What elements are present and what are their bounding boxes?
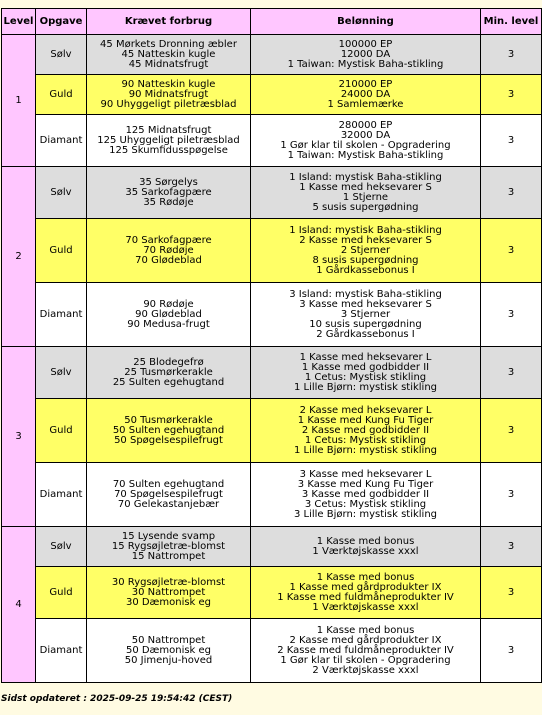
belonning-line: 12000 DA	[340, 48, 391, 60]
min-level-cell: 3	[481, 115, 542, 167]
opgave-cell: Guld	[36, 75, 87, 115]
belonning-line: 2 Værktøjskasse xxxl	[312, 664, 419, 676]
forbrug-line: 90 Rødøje	[143, 298, 194, 310]
belonning-line: 1 Kasse med bonus	[316, 535, 415, 547]
belonning-line: 1 Island: mystisk Baha-stikling	[289, 171, 442, 183]
opgave-cell: Sølv	[36, 167, 87, 219]
forbrug-line: 50 Dæmonisk eg	[125, 644, 212, 656]
belonning-line: 280000 EP	[338, 119, 393, 131]
belonning-line: 24000 DA	[340, 88, 391, 100]
belonning-line: 2 Kasse med gårdprodukter IX	[289, 634, 442, 646]
forbrug-line: 30 Dæmonisk eg	[125, 596, 212, 608]
header-row	[2, 9, 542, 35]
belonning-line: 2 Kasse med fuldmåneprodukter IV	[277, 644, 454, 656]
belonning-line: 1 Kasse med bonus	[316, 571, 415, 583]
min-level-cell: 3	[481, 527, 542, 567]
table-row	[2, 399, 542, 463]
min-level-cell: 3	[481, 463, 542, 527]
opgave-cell: Sølv	[36, 35, 87, 75]
belonning-line: 1 Kasse med bonus	[316, 624, 415, 636]
forbrug-line: 35 Sørgelys	[139, 176, 198, 188]
opgave-cell: Guld	[36, 219, 87, 283]
forbrug-line: 30 Rygsøjletræ-blomst	[111, 576, 226, 588]
table-row	[2, 115, 542, 167]
forbrug-line: 70 Sarkofagpære	[125, 234, 212, 246]
belonning-line: 32000 DA	[340, 129, 391, 141]
belonning-cell	[251, 167, 481, 219]
min-level-cell: 3	[481, 219, 542, 283]
forbrug-line: 45 Midnatsfrugt	[128, 58, 209, 70]
table-row	[2, 347, 542, 399]
belonning-line: 1 Kasse med heksevarer S	[299, 181, 432, 193]
belonning-line: 1 Cetus: Mystisk stikling	[304, 371, 427, 383]
belonning-line: 1 Gør klar til skolen - Opgradering	[280, 654, 451, 666]
forbrug-line: 70 Spøgelsespilefrugt	[114, 488, 223, 500]
forbrug-line: 70 Rødøje	[143, 244, 194, 256]
belonning-line: 1 Værktøjskasse xxxl	[312, 601, 419, 613]
forbrug-line: 50 Sulten egehugtand	[112, 424, 225, 436]
belonning-line: 3 Island: mystisk Baha-stikling	[289, 288, 442, 300]
forbrug-cell	[87, 115, 251, 167]
min-level-cell: 3	[481, 283, 542, 347]
forbrug-line: 70 Gelekastanjebær	[117, 498, 220, 510]
belonning-line: 3 Kasse med Kung Fu Tiger	[297, 478, 434, 490]
min-level-cell: 3	[481, 75, 542, 115]
forbrug-line: 45 Natteskin kugle	[121, 48, 216, 60]
header-belonning: Belønning	[251, 9, 481, 35]
forbrug-line: 25 Sulten egehugtand	[112, 376, 225, 388]
table-row	[2, 75, 542, 115]
belonning-cell	[251, 115, 481, 167]
forbrug-cell	[87, 347, 251, 399]
forbrug-cell	[87, 219, 251, 283]
belonning-line: 3 Kasse med heksevarer L	[299, 468, 432, 480]
belonning-line: 3 Kasse med godbidder II	[301, 488, 430, 500]
forbrug-cell	[87, 35, 251, 75]
belonning-line: 2 Kasse med heksevarer S	[299, 234, 432, 246]
forbrug-line: 50 Spøgelsespilefrugt	[114, 434, 223, 446]
forbrug-line: 35 Sarkofagpære	[125, 186, 212, 198]
belonning-line: 1 Gårdkassebonus I	[316, 264, 415, 276]
belonning-line: 2 Gårdkassebonus I	[316, 328, 415, 340]
belonning-cell	[251, 75, 481, 115]
belonning-cell	[251, 567, 481, 619]
belonning-line: 1 Kasse med heksevarer L	[299, 351, 432, 363]
belonning-line: 1 Stjerne	[342, 191, 389, 203]
header-forbrug: Krævet forbrug	[87, 9, 251, 35]
opgave-cell: Guld	[36, 567, 87, 619]
forbrug-line: 50 Nattrompet	[131, 634, 206, 646]
belonning-line: 1 Kasse med godbidder II	[301, 361, 430, 373]
opgave-cell: Diamant	[36, 619, 87, 683]
forbrug-cell	[87, 567, 251, 619]
forbrug-line: 45 Mørkets Dronning æbler	[100, 38, 237, 50]
forbrug-line: 125 Midnatsfrugt	[125, 124, 212, 136]
forbrug-line: 70 Glødeblad	[135, 254, 202, 266]
forbrug-line: 15 Lysende svamp	[121, 530, 216, 542]
forbrug-line: 30 Nattrompet	[131, 586, 206, 598]
table-row	[2, 283, 542, 347]
forbrug-line: 90 Midnatsfrugt	[128, 88, 209, 100]
belonning-line: 3 Stjerner	[340, 308, 391, 320]
opgave-cell: Diamant	[36, 463, 87, 527]
opgave-cell: Guld	[36, 399, 87, 463]
belonning-line: 3 Kasse med heksevarer S	[299, 298, 432, 310]
table-row	[2, 463, 542, 527]
forbrug-cell	[87, 619, 251, 683]
belonning-cell	[251, 527, 481, 567]
min-level-cell: 3	[481, 619, 542, 683]
forbrug-line: 15 Nattrompet	[131, 550, 206, 562]
opgave-cell: Diamant	[36, 115, 87, 167]
table-row	[2, 527, 542, 567]
level-cell: 1	[2, 35, 36, 167]
forbrug-line: 90 Medusa-frugt	[127, 318, 210, 330]
belonning-line: 1 Kasse med fuldmåneprodukter IV	[277, 591, 454, 603]
belonning-line: 5 susis supergødning	[312, 201, 419, 213]
belonning-line: 2 Kasse med godbidder II	[301, 424, 430, 436]
level-cell: 3	[2, 347, 36, 527]
belonning-line: 100000 EP	[338, 38, 393, 50]
belonning-line: 1 Samlemærke	[327, 98, 404, 110]
belonning-line: 1 Lille Bjørn: mystisk stikling	[293, 381, 438, 393]
header-level: Level	[2, 9, 36, 35]
belonning-line: 2 Kasse med heksevarer L	[299, 404, 432, 416]
forbrug-line: 50 Tusmørkerakle	[124, 414, 213, 426]
opgave-cell: Sølv	[36, 527, 87, 567]
belonning-line: 3 Cetus: Mystisk stikling	[304, 498, 427, 510]
belonning-cell	[251, 619, 481, 683]
forbrug-line: 15 Rygsøjletræ-blomst	[111, 540, 226, 552]
belonning-line: 1 Lille Bjørn: mystisk stikling	[293, 444, 438, 456]
forbrug-line: 70 Sulten egehugtand	[112, 478, 225, 490]
forbrug-cell	[87, 399, 251, 463]
forbrug-line: 90 Natteskin kugle	[121, 78, 216, 90]
belonning-cell	[251, 219, 481, 283]
rewards-table	[1, 8, 542, 683]
forbrug-line: 35 Rødøje	[143, 196, 194, 208]
belonning-cell	[251, 463, 481, 527]
forbrug-cell	[87, 167, 251, 219]
level-cell: 4	[2, 527, 36, 683]
belonning-line: 1 Kasse med gårdprodukter IX	[289, 581, 442, 593]
forbrug-line: 25 Tusmørkerakle	[124, 366, 213, 378]
level-cell: 2	[2, 167, 36, 347]
forbrug-cell	[87, 283, 251, 347]
forbrug-cell	[87, 75, 251, 115]
belonning-line: 1 Kasse med Kung Fu Tiger	[297, 414, 434, 426]
belonning-cell	[251, 283, 481, 347]
forbrug-line: 90 Uhyggeligt piletræsblad	[100, 98, 237, 110]
belonning-line: 1 Island: mystisk Baha-stikling	[289, 224, 442, 236]
forbrug-line: 25 Blodegefrø	[133, 356, 204, 368]
forbrug-cell	[87, 527, 251, 567]
forbrug-line: 50 Jimenju-hoved	[124, 654, 213, 666]
belonning-line: 3 Lille Bjørn: mystisk stikling	[293, 508, 438, 520]
belonning-line: 10 susis supergødning	[309, 318, 422, 330]
min-level-cell: 3	[481, 567, 542, 619]
min-level-cell: 3	[481, 347, 542, 399]
belonning-cell	[251, 347, 481, 399]
forbrug-line: 90 Glødeblad	[135, 308, 202, 320]
table-body	[2, 35, 542, 683]
table-row	[2, 619, 542, 683]
table-row	[2, 35, 542, 75]
header-min-level: Min. level	[481, 9, 542, 35]
min-level-cell: 3	[481, 167, 542, 219]
forbrug-line: 125 Skumfidusspøgelse	[109, 144, 228, 156]
opgave-cell: Diamant	[36, 283, 87, 347]
table-row	[2, 567, 542, 619]
belonning-line: 8 susis supergødning	[312, 254, 419, 266]
min-level-cell: 3	[481, 399, 542, 463]
opgave-cell: Sølv	[36, 347, 87, 399]
forbrug-cell	[87, 463, 251, 527]
belonning-line: 210000 EP	[338, 78, 393, 90]
last-updated: Sidst opdateret : 2025-09-25 19:54:42 (CEST)	[1, 694, 233, 704]
table-row	[2, 167, 542, 219]
min-level-cell: 3	[481, 35, 542, 75]
header-opgave: Opgave	[36, 9, 87, 35]
belonning-line: 1 Værktøjskasse xxxl	[312, 545, 419, 557]
forbrug-line: 125 Uhyggeligt piletræsblad	[97, 134, 240, 146]
belonning-line: 2 Stjerner	[340, 244, 391, 256]
belonning-line: 1 Gør klar til skolen - Opgradering	[280, 139, 451, 151]
table-row	[2, 219, 542, 283]
belonning-line: 1 Cetus: Mystisk stikling	[304, 434, 427, 446]
belonning-line: 1 Taiwan: Mystisk Baha-stikling	[287, 149, 444, 161]
belonning-cell	[251, 399, 481, 463]
belonning-line: 1 Taiwan: Mystisk Baha-stikling	[287, 58, 444, 70]
belonning-cell	[251, 35, 481, 75]
